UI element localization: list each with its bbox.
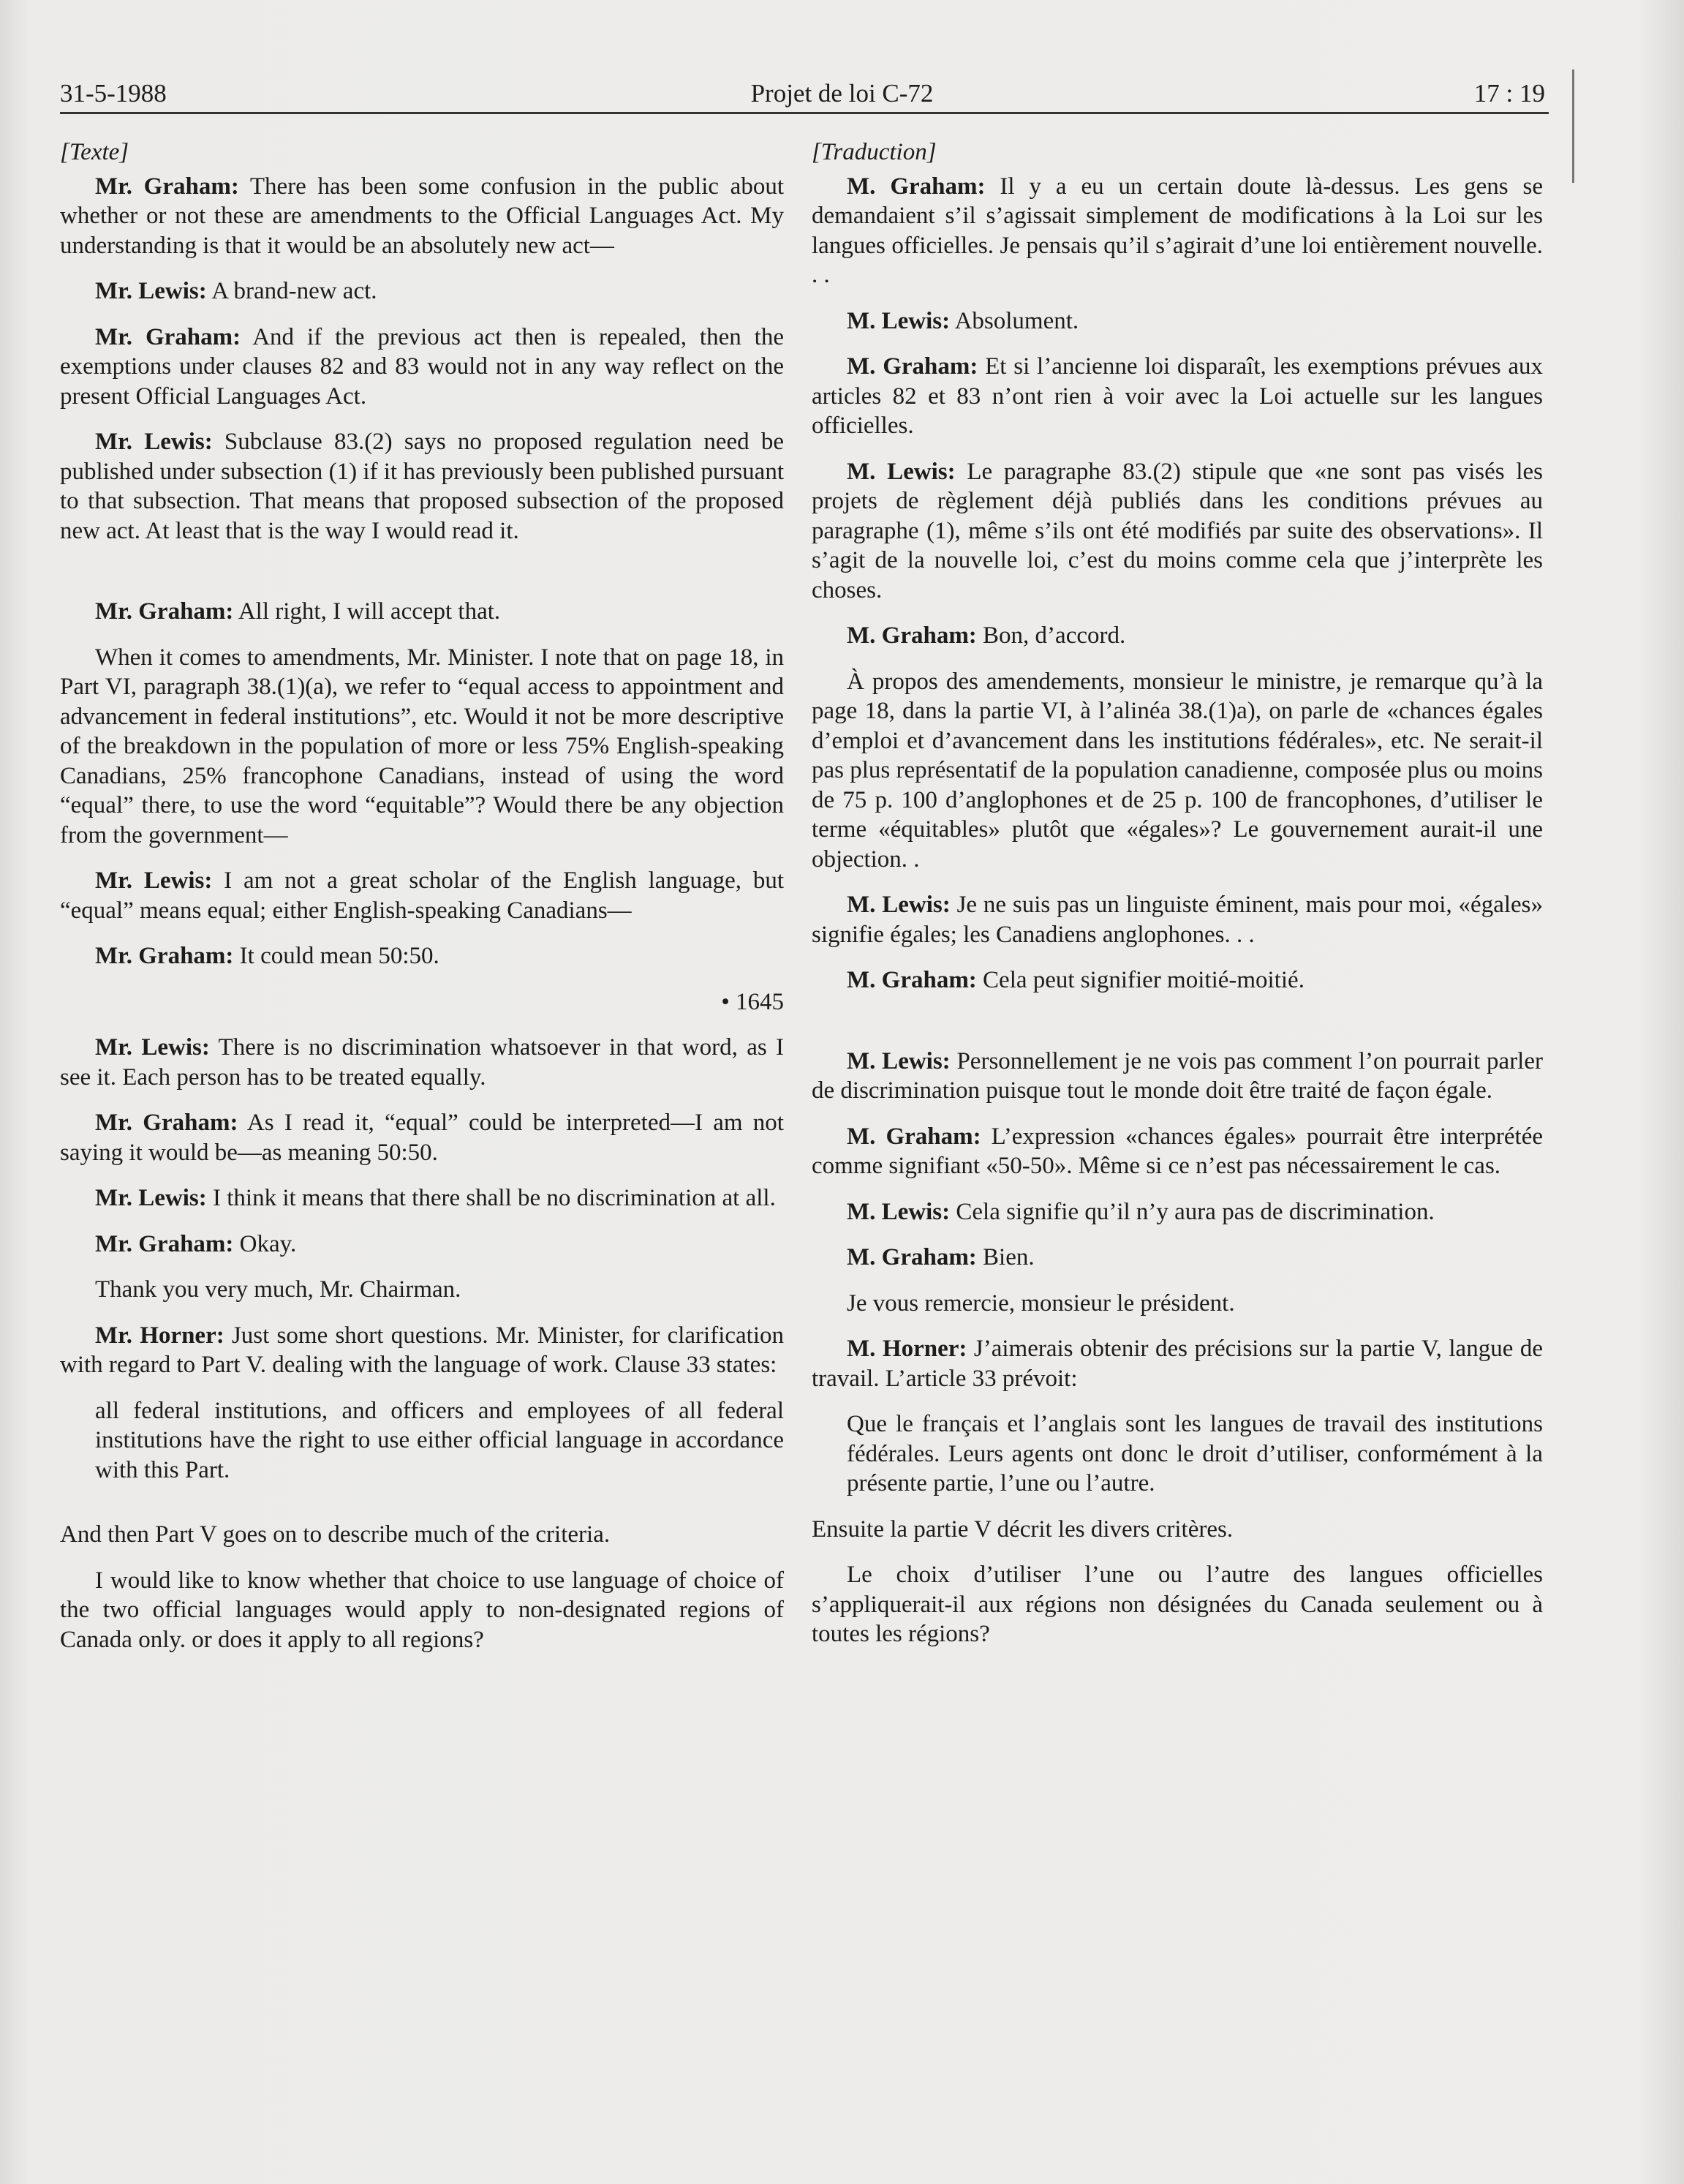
paragraph: M. Graham: Bien. <box>847 1244 1035 1270</box>
paragraph: Mr. Graham: And if the previous act then is repealed, then the exemptions under clauses 82 and 83 would not in any way reflect on the present Official Languages Act. <box>60 323 785 410</box>
paragraph: M. Lewis: Le paragraphe 83.(2) stipule que «ne sont pas visés les projets de règlement déjà publiés dans les conditions prévues au paragraphe (1), même s’ils ont été modifiés par suite des observations». Il s’agit de la nouvelle loi, c’est du moins comme cela que j’interprète les choses. <box>812 458 1544 603</box>
paragraph: M. Graham: L’expression «chances égales» pourrait être interprétée comme signifiant «50-50». Même si ce n’est pas nécessairement le cas. <box>812 1123 1543 1179</box>
paragraph: Mr. Graham: As I read it, “equal” could be interpreted—I am not saying it would be—as meaning 50:50. <box>60 1110 784 1166</box>
block-quote: all federal institutions, and officers and employees of all federal institutions have the right to use either official language in accordance with this Part. <box>95 1397 784 1483</box>
paragraph: Mr. Lewis: Subclause 83.(2) says no proposed regulation need be published under subsection (1) if it has previously been published pursuant to that subsection. That means that proposed subsection of the proposed new act. At least that is the way I would read it. <box>60 429 784 544</box>
time-marker: • 1645 <box>721 988 784 1015</box>
paragraph: Ensuite la partie V décrit les divers critères. <box>812 1515 1234 1543</box>
french-column <box>812 138 1543 1665</box>
paragraph: M. Graham: Et si l’ancienne loi disparaît, les exemptions prévues aux articles 82 et 83 n’ont rien à voir avec la Loi actuelle sur les langues officielles. <box>812 353 1543 439</box>
paragraph: Mr. Graham: Okay. <box>95 1230 297 1257</box>
paragraph: Mr. Horner: Just some short questions. Mr. Minister, for clarification with regard to Part V. dealing with the language of work. Clause 33 states: <box>60 1322 784 1378</box>
paragraph: Mr. Lewis: I think it means that there shall be no discrimination at all. <box>95 1185 776 1211</box>
paragraph: When it comes to amendments, Mr. Minister. I note that on page 18, in Part VI, paragraph 38.(1)(a), we refer to “equal access to appointment and advancement in federal institutions”, etc. Would it not be more descriptive of the breakdown in the population of more or less 75% English-speaking Canadians, 25% francophone Canadians, instead of using the word “equal” there, to use the word “equitable”? Would there be any objection from the government— <box>60 644 784 848</box>
header-title: Projet de loi C-72 <box>750 79 934 108</box>
paragraph: M. Lewis: Cela signifie qu’il n’y aura pas de discrimination. <box>847 1198 1435 1225</box>
paragraph: M. Lewis: Absolument. <box>847 307 1079 334</box>
english-column <box>60 138 784 1671</box>
paragraph: Je vous remercie, monsieur le président. <box>847 1289 1235 1317</box>
paragraph: And then Part V goes on to describe much of the criteria. <box>60 1521 611 1548</box>
paragraph: M. Graham: Il y a eu un certain doute là-dessus. Les gens se demandaient s’il s’agissait simplement de modifications à la Loi sur les langues officielles. Je pensais qu’il s’agirait d’une loi entièrement nouvelle. . . <box>812 173 1543 288</box>
header-page-number: 17 : 19 <box>1473 79 1545 108</box>
paragraph: M. Graham: Bon, d’accord. <box>847 622 1126 649</box>
paragraph: À propos des amendements, monsieur le ministre, je remarque qu’à la page 18, dans la partie VI, à l’alinéa 38.(1)a), on parle de «chances égales d’emploi et d’avancement dans les institutions fédérales», etc. Ne serait-il pas plus représentatif de la population canadienne, composée plus ou moins de 75 p. 100 d’anglophones et de 25 p. 100 de francophones, d’utiliser le terme «équitables» plutôt que «égales»? Le gouvernement aurait-il une objection. . <box>812 668 1543 873</box>
paragraph: M. Horner: J’aimerais obtenir des précisions sur la partie V, langue de travail. L’article 33 prévoit: <box>812 1336 1544 1392</box>
paragraph: Thank you very much, Mr. Chairman. <box>95 1276 461 1303</box>
header-rule <box>60 112 1549 114</box>
paragraph: Mr. Lewis: There is no discrimination whatsoever in that word, as I see it. Each person has to be treated equally. <box>60 1034 784 1091</box>
paragraph: Mr. Lewis: A brand-new act. <box>95 278 377 304</box>
paragraph: Mr. Graham: There has been some confusion in the public about whether or not these are amendments to the Official Languages Act. My understanding is that it would be an absolutely new act— <box>60 173 784 259</box>
paragraph: Mr. Graham: All right, I will accept that. <box>95 598 501 625</box>
paragraph: M. Graham: Cela peut signifier moitié-moitié. <box>847 967 1304 993</box>
translation-tag: [Traduction] <box>812 139 937 165</box>
paragraph: I would like to know whether that choice to use language of choice of the two official languages would apply to non-designated regions of Canada only. or does it apply to all regions? <box>60 1567 784 1653</box>
header-date: 31-5-1988 <box>60 79 167 108</box>
paragraph: Le choix d’utiliser l’une ou l’autre des langues officielles s’appliquerait-il aux régions non désignées du Canada seulement ou à toutes les régions? <box>812 1562 1543 1647</box>
paragraph: M. Lewis: Personnellement je ne vois pas comment l’on pourrait parler de discrimination puisque tout le monde doit être traité de façon égale. <box>812 1047 1543 1104</box>
paragraph: Mr. Graham: It could mean 50:50. <box>95 943 439 969</box>
paragraph: M. Lewis: Je ne suis pas un linguiste éminent, mais pour moi, «égales» signifie égales; les Canadiens anglophones. . . <box>812 892 1544 948</box>
block-quote: Que le français et l’anglais sont les langues de travail des institutions fédérales. Leurs agents ont donc le droit d’utiliser, conformément à la présente partie, l’une ou l’autre. <box>847 1411 1543 1496</box>
paragraph: Mr. Lewis: I am not a great scholar of the English language, but “equal” means equal; either English-speaking Canadians— <box>60 867 784 924</box>
text-tag: [Texte] <box>60 139 129 165</box>
